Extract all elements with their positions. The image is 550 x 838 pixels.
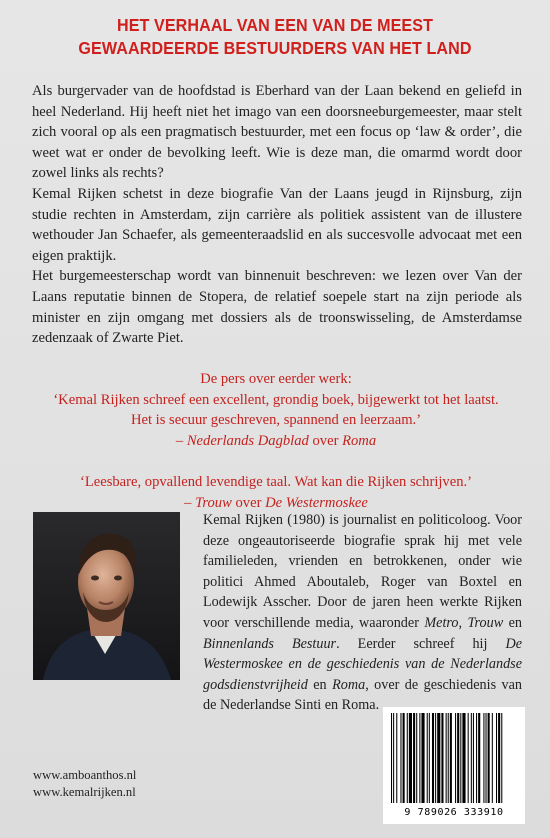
quote-2-title: De Westermoskee (265, 494, 368, 511)
barcode-bar (429, 713, 430, 803)
barcode-bar (450, 713, 452, 803)
over-word: over (231, 494, 266, 511)
dash: – (175, 432, 187, 449)
barcode-bar (421, 713, 424, 803)
medium-metro: Metro (424, 614, 459, 631)
barcode-bar (462, 713, 465, 803)
blurb-paragraph-1: Als burgervader van de hoofdstad is Eberhard van der Laan bekend en geliefd in heel Nederland. Hij heeft niet het imago van een doorsneeburgemeester, maar stelt zich vooral op als een pragmatisch bestuurder, met een focus op ‘law & order’, die weet wat er onder de bevolking leeft. Wie is deze man, die omarmd wordt door zowel links als rechts? (32, 83, 522, 182)
barcode-bar (400, 713, 401, 803)
barcode-bar (501, 713, 502, 803)
author-bio-text: Kemal Rijken (1980) is journalist en politicoloog. Voor deze ongeautoriseerde biografie sprak hij met vele familieleden, vrienden en betrokkenen, onder wie politici Ahmed Aboutaleb, Roger van Boxtel en Lodewijk Asscher. Door de jaren heen werkte Rijken voor verschillende media, waaronder Metro, Trouw en Binnenlands Bestuur. Eerder schreef hij De Westermoskee en de geschiedenis van de Nederlandse godsdienstvrijheid en Roma, over de geschiedenis van de Nederlandse Sinti en Roma. (203, 512, 522, 714)
barcode-bar (457, 713, 459, 803)
barcode-bar (437, 713, 440, 803)
press-intro: De pers over eerder werk: (200, 371, 352, 387)
barcode-bar (478, 713, 480, 803)
author-bio (203, 510, 522, 716)
barcode-bar (393, 713, 394, 803)
quote-1-source: Nederlands Dagblad (186, 432, 309, 449)
blurb (32, 81, 522, 349)
barcode-bar (448, 713, 449, 803)
quote-2-line-1: ‘Leesbare, opvallend levendige taal. Wat kan die Rijken schrijven.’ (79, 474, 473, 491)
barcode-bar (486, 713, 487, 803)
barcode-bar (498, 713, 500, 803)
over-word: over (308, 432, 343, 449)
quote-1-line-1: ‘Kemal Rijken schreef een excellent, grondig boek, bijgewerkt tot het laatst. (53, 391, 499, 408)
quote-2-source: Trouw (195, 494, 232, 511)
medium-binnenlands-bestuur: Binnenlands Bestuur (203, 635, 337, 652)
barcode-bar (435, 713, 436, 803)
blurb-paragraph-2: Kemal Rijken schetst in deze biografie Van der Laans jeugd in Rijnsburg, zijn studie rechten in Amsterdam, zijn carrière als politiek assistent van de illustere wethouder Jan Schaefer, als gemeenteraadslid en als succesvolle advocaat met een eigen praktijk. (32, 185, 522, 264)
barcode-bar (413, 713, 415, 803)
barcode-bar (419, 713, 420, 803)
medium-trouw: Trouw (467, 614, 504, 631)
headline-line-1: HET VERHAAL VAN EEN VAN DE MEEST (116, 15, 434, 35)
barcode-bar (391, 713, 392, 803)
book-title-roma: Roma (332, 676, 366, 693)
quote-1-title: Roma (342, 432, 377, 449)
barcode-bar (496, 713, 497, 803)
barcode-bars (389, 713, 519, 805)
author-photo (33, 512, 180, 680)
book-title-westermoskee: De Westermoskee en de geschiedenis van de Nederlandse godsdienstvrijheid (203, 635, 522, 693)
barcode-bar (403, 713, 405, 803)
barcode-bar (409, 713, 412, 803)
dash: – (184, 494, 196, 511)
barcode-bar (476, 713, 477, 803)
websites (33, 767, 136, 801)
quote-1-line-2: Het is secuur geschreven, spannend en leerzaam.’ (130, 412, 422, 429)
isbn-digits: 9 789026 333910 (404, 807, 504, 818)
barcode (383, 707, 525, 824)
barcode-bar (473, 713, 474, 803)
barcode-bar (446, 713, 447, 803)
barcode-bar (488, 713, 490, 803)
barcode-bar (441, 713, 443, 803)
barcode-bar (427, 713, 428, 803)
author-website-link[interactable]: www.kemalrijken.nl (33, 785, 136, 799)
barcode-bar (396, 713, 397, 803)
barcode-bar (407, 713, 408, 803)
headline (22, 14, 528, 60)
blurb-paragraph-3: Het burgemeesterschap wordt van binnenuit beschreven: we lezen over Van der Laans reputatie binnen de Stopera, de relatief soepele start na zijn periode als minister en zijn omgang met dossiers als de troonswisseling, de Amsterdamse zedenzaak of Zwarte Piet. (32, 268, 522, 347)
barcode-bar (455, 713, 456, 803)
barcode-bar (483, 713, 484, 803)
quote-1-attribution (30, 431, 522, 452)
headline-line-2: GEWAARDEERDE BESTUURDERS VAN HET LAND (78, 38, 472, 58)
barcode-bar (468, 713, 469, 803)
barcode-bar (471, 713, 472, 803)
barcode-bar (492, 713, 493, 803)
barcode-bar (416, 713, 417, 803)
barcode-bar (432, 713, 434, 803)
press-quotes (30, 369, 522, 514)
author-portrait (33, 512, 180, 680)
publisher-website-link[interactable]: www.amboanthos.nl (33, 768, 137, 782)
barcode-bar (460, 713, 461, 803)
